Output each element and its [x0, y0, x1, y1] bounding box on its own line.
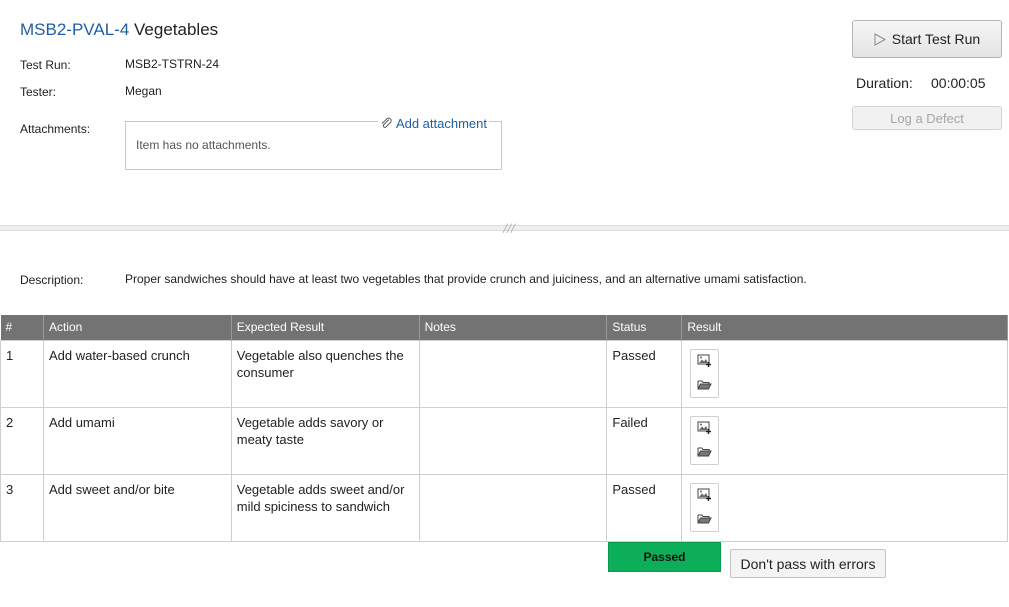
step-expected-result[interactable]: Vegetable also quenches the consumer [231, 340, 419, 407]
step-expected-result[interactable]: Vegetable adds savory or meaty taste [231, 407, 419, 474]
folder-open-icon[interactable] [697, 378, 712, 392]
step-number: 2 [1, 407, 44, 474]
step-expected-result[interactable]: Vegetable adds sweet and/or mild spiciness to sandwich [231, 474, 419, 541]
description-label: Description: [20, 273, 84, 287]
folder-open-icon[interactable] [697, 445, 712, 459]
step-action[interactable]: Add umami [43, 407, 231, 474]
attachments-label: Attachments: [20, 122, 91, 136]
column-header-action: Action [43, 315, 231, 340]
test-run-label: Test Run: [20, 58, 71, 72]
overall-status-badge[interactable]: Passed [608, 542, 721, 572]
issue-name: Vegetables [134, 20, 219, 39]
step-number: 3 [1, 474, 44, 541]
start-test-run-label: Start Test Run [891, 31, 981, 47]
splitter-grip-icon[interactable]: ╱╱╱ [503, 224, 515, 233]
start-test-run-button[interactable] [852, 20, 1002, 58]
issue-key-link[interactable]: MSB2-PVAL-4 [20, 20, 130, 39]
result-actions [690, 349, 719, 398]
add-attachment-label: Add attachment [395, 116, 487, 131]
log-defect-button[interactable]: Log a Defect [852, 106, 1002, 130]
description-text: Proper sandwiches should have at least two vegetables that provide crunch and juiciness, and an alternative umami satisfaction. [125, 272, 807, 286]
step-result [682, 474, 1008, 541]
column-header-notes: Notes [419, 315, 607, 340]
result-actions [690, 416, 719, 465]
table-row [1, 474, 1008, 541]
step-action[interactable]: Add sweet and/or bite [43, 474, 231, 541]
duration-value: 00:00:05 [931, 75, 986, 91]
column-header-number: # [1, 315, 44, 340]
tester-value: Megan [125, 84, 162, 98]
step-result [682, 407, 1008, 474]
test-steps-table [0, 315, 1008, 542]
paperclip-icon [380, 117, 393, 130]
step-result [682, 340, 1008, 407]
column-header-status: Status [607, 315, 682, 340]
step-status[interactable]: Passed [607, 340, 682, 407]
add-image-icon[interactable] [697, 421, 712, 435]
attachments-empty-text: Item has no attachments. [136, 138, 271, 152]
tester-label: Tester: [20, 85, 57, 99]
add-image-icon[interactable] [697, 354, 712, 368]
table-header-row [1, 315, 1008, 340]
test-run-value: MSB2-TSTRN-24 [125, 57, 220, 71]
column-header-expected-result: Expected Result [231, 315, 419, 340]
duration-label: Duration: [856, 75, 913, 91]
step-notes[interactable] [419, 474, 607, 541]
step-action[interactable]: Add water-based crunch [43, 340, 231, 407]
step-status[interactable]: Passed [607, 474, 682, 541]
page-title [20, 20, 218, 40]
attachments-box [125, 116, 502, 170]
table-row [1, 340, 1008, 407]
step-status[interactable]: Failed [607, 407, 682, 474]
column-header-result: Result [682, 315, 1008, 340]
result-actions [690, 483, 719, 532]
step-notes[interactable] [419, 340, 607, 407]
add-image-icon[interactable] [697, 488, 712, 502]
step-notes[interactable] [419, 407, 607, 474]
dont-pass-with-errors-button[interactable]: Don't pass with errors [730, 549, 886, 578]
step-number: 1 [1, 340, 44, 407]
play-icon [874, 33, 886, 46]
add-attachment-link[interactable] [378, 116, 489, 131]
table-row [1, 407, 1008, 474]
folder-open-icon[interactable] [697, 512, 712, 526]
panel-splitter[interactable] [0, 225, 1009, 231]
